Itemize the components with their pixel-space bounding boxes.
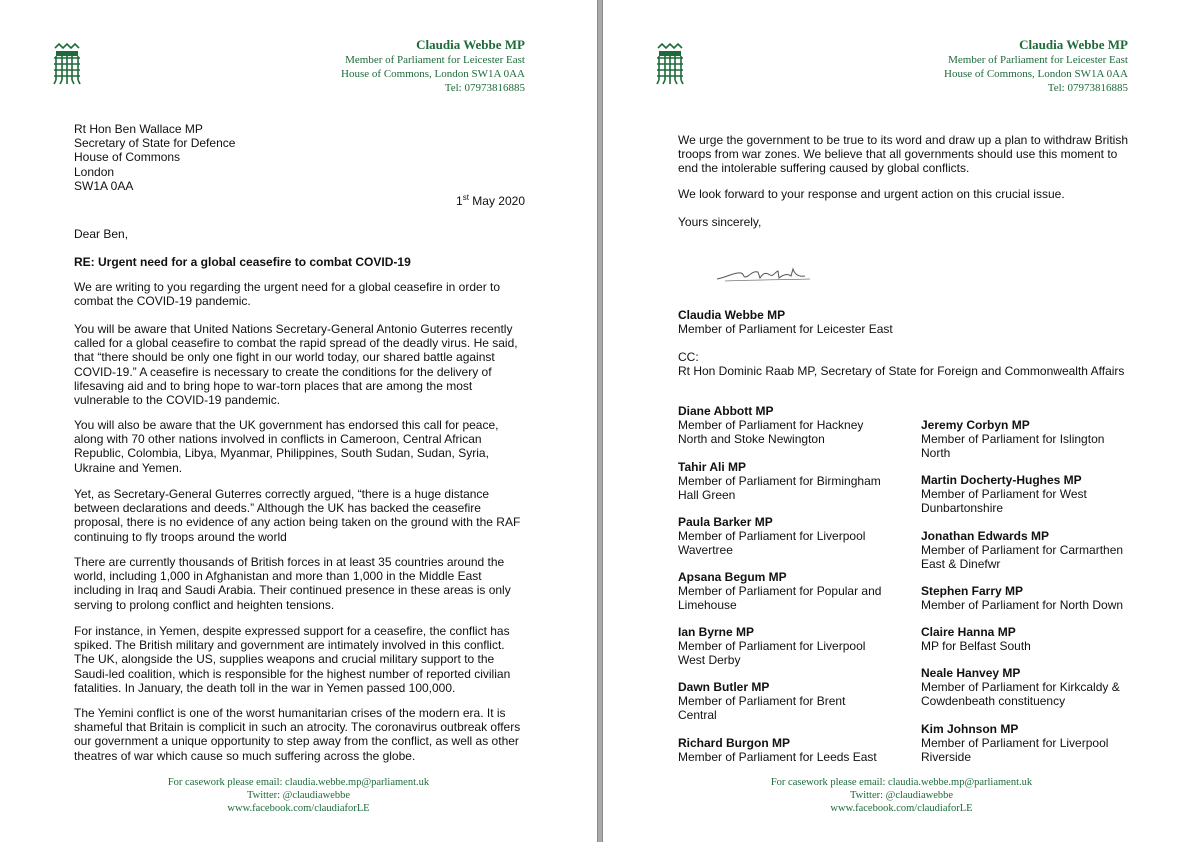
letterhead-line: Tel: 07973816885 xyxy=(1047,82,1128,94)
letterhead xyxy=(944,37,1128,95)
letterhead-line: House of Commons, London SW1A 0AA xyxy=(341,68,525,80)
letterhead-line: Tel: 07973816885 xyxy=(444,82,525,94)
mp-signatory: Kim Johnson MP Member of Parliament for Liverpool Riverside xyxy=(921,722,1109,765)
footer-twitter: Twitter: @claudiawebbe xyxy=(849,790,954,801)
cc-recipient: Rt Hon Dominic Raab MP, Secretary of State for Foreign and Commonwealth Affairs xyxy=(678,364,1125,379)
letter-page-1 xyxy=(0,0,598,842)
address-line: London xyxy=(74,164,115,179)
signatory-name: Claudia Webbe MP xyxy=(678,308,786,322)
footer-email: For casework please email: claudia.webbe.mp@parliament.uk xyxy=(167,777,430,788)
mp-signatory: Tahir Ali MP Member of Parliament for Birmingham Hall Green xyxy=(678,460,881,503)
letterhead-line: Member of Parliament for Leicester East xyxy=(345,54,525,66)
mp-signatory: Jonathan Edwards MP Member of Parliament for Carmarthen East & Dinefwr xyxy=(921,529,1124,572)
mp-signatory: Jeremy Corbyn MP Member of Parliament for Islington North xyxy=(921,418,1105,461)
address-line: SW1A 0AA xyxy=(74,178,134,193)
mp-signatory: Neale Hanvey MP Member of Parliament for Kirkcaldy & Cowdenbeath constituency xyxy=(921,666,1120,709)
letter-page-2 xyxy=(602,0,1200,842)
cc-label: CC: xyxy=(678,350,699,364)
paragraph: You will also be aware that the UK government has endorsed this call for peace, along with 70 other nations involved in conflicts in Cameroon, Central African Republic, Colombia, Libya, Myanmar, Philippines, South Sudan, Sudan, Syria, Ukraine and Yemen. xyxy=(74,418,499,475)
letterhead-name: Claudia Webbe MP xyxy=(1019,37,1128,52)
paragraph: We urge the government to be true to its word and draw up a plan to withdraw British troops from war zones. We believe that all governments should use this moment to end the intolerable suffering caused by global conflicts. xyxy=(678,133,1129,176)
paragraph: The Yemini conflict is one of the worst humanitarian crises of the modern era. It is shameful that Britain is complicit in such an atrocity. The coronavirus outbreak offers our government a unique opportunity to step away from the conflict, as well as other theatres of war which cause so much suffering across the globe. xyxy=(74,706,521,763)
paragraph: There are currently thousands of British forces in at least 35 countries around the world, including 1,000 in Afghanistan and more than 1,000 in the Middle East including in Iraq and Saudi Arabia. Their continued presence in these areas is only serving to prolong conflict and heighten tensions. xyxy=(74,555,511,612)
paragraph: We look forward to your response and urgent action on this crucial issue. xyxy=(678,187,1065,201)
footer-facebook: www.facebook.com/claudiaforLE xyxy=(227,803,370,814)
signatory-role: Member of Parliament for Leicester East xyxy=(678,322,893,337)
portcullis-crest-icon xyxy=(653,42,687,86)
letter-date: 1st May 2020 xyxy=(456,193,525,208)
paragraph: You will be aware that United Nations Secretary-General Antonio Guterres recently called for a global ceasefire to combat the rapid spread of the deadly virus. He said, that “there should be only one fight in our world today, our shared battle against COVID-19.” A ceasefire is necessary to create the conditions for the delivery of lifesaving aid and to bring hope to war-torn places that are among the most vulnerable to the COVID-19 pandemic. xyxy=(74,322,518,408)
mp-signatory: Dawn Butler MP Member of Parliament for Brent Central xyxy=(678,680,846,723)
footer-facebook: www.facebook.com/claudiaforLE xyxy=(830,803,973,814)
address-line: House of Commons xyxy=(74,150,181,165)
mp-signatory: Martin Docherty-Hughes MP Member of Parliament for West Dunbartonshire xyxy=(921,473,1087,516)
letter-footer xyxy=(0,776,597,815)
portcullis-crest-icon xyxy=(50,42,84,86)
closing: Yours sincerely, xyxy=(678,215,762,229)
salutation: Dear Ben, xyxy=(74,227,129,241)
paragraph: For instance, in Yemen, despite expressed support for a ceasefire, the conflict has spiked. The British military and government are intimately involved in this conflict. The UK, alongside the US, supplies weapons and crucial military support to the Saudi-led coalition, which is responsible for the highest number of reported civilian fatalities. In January, the death toll in the war in Yemen passed 100,000. xyxy=(74,624,511,695)
recipient-address xyxy=(74,122,235,193)
letterhead xyxy=(341,37,525,95)
paragraph: We are writing to you regarding the urgent need for a global ceasefire in order to combat the COVID-19 pandemic. xyxy=(74,280,501,309)
address-line: Secretary of State for Defence xyxy=(74,136,236,151)
signatory-block xyxy=(678,308,893,336)
mp-signatory: Apsana Begum MP Member of Parliament for Popular and Limehouse xyxy=(678,570,882,613)
footer-email: For casework please email: claudia.webbe.mp@parliament.uk xyxy=(770,777,1033,788)
mp-signatory: Diane Abbott MP Member of Parliament for Hackney North and Stoke Newington xyxy=(678,404,864,447)
footer-twitter: Twitter: @claudiawebbe xyxy=(246,790,351,801)
subject-line: RE: Urgent need for a global ceasefire to combat COVID-19 xyxy=(74,255,411,269)
letterhead-line: House of Commons, London SW1A 0AA xyxy=(944,68,1128,80)
mp-signatory: Claire Hanna MP MP for Belfast South xyxy=(921,625,1031,654)
mp-signatory: Ian Byrne MP Member of Parliament for Liverpool West Derby xyxy=(678,625,866,668)
cc-block xyxy=(678,350,1124,378)
address-line: Rt Hon Ben Wallace MP xyxy=(74,122,203,136)
letterhead-name: Claudia Webbe MP xyxy=(416,37,525,52)
handwritten-signature xyxy=(715,263,815,285)
letter-footer xyxy=(603,776,1200,815)
mp-signatory: Paula Barker MP Member of Parliament for Liverpool Wavertree xyxy=(678,515,866,558)
mp-signatory: Stephen Farry MP Member of Parliament for North Down xyxy=(921,584,1124,613)
mp-signatory: Richard Burgon MP Member of Parliament for Leeds East xyxy=(678,736,877,765)
letterhead-line: Member of Parliament for Leicester East xyxy=(948,54,1128,66)
paragraph: Yet, as Secretary-General Guterres correctly argued, “there is a huge distance between declarations and deeds.” Although the UK has backed the ceasefire proposal, there is no evidence of any action being taken on the ground with the RAF continuing to fly troops around the world xyxy=(74,487,521,544)
